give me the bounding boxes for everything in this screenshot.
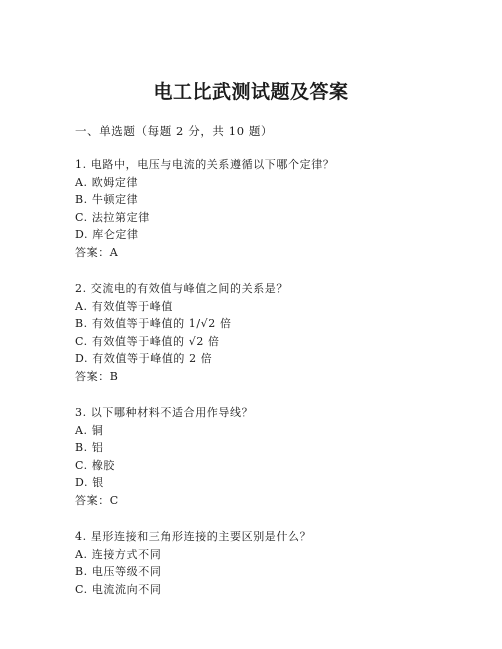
question-text: 3. 以下哪种材料不适合用作导线？: [75, 406, 254, 419]
question-block: [75, 528, 475, 598]
answer-text: 答案：C: [75, 493, 119, 507]
question-block: [75, 404, 475, 509]
option-d: D. 银: [75, 476, 104, 489]
question-text: 4. 星形连接和三角形连接的主要区别是什么？: [75, 530, 312, 543]
option-b: B. 有效值等于峰值的 1/√2 倍: [75, 317, 232, 330]
section-heading: 一、单选题（每题 2 分，共 10 题）: [75, 124, 274, 138]
option-b: B. 铝: [75, 441, 104, 454]
option-a: A. 欧姆定律: [75, 175, 139, 189]
document-title: 电工比武测试题及答案: [153, 81, 349, 103]
question-block: [75, 156, 475, 261]
question-block: [75, 280, 475, 385]
option-c: C. 有效值等于峰值的 √2 倍: [75, 334, 220, 348]
option-d: D. 有效值等于峰值的 2 倍: [75, 352, 213, 365]
question-text: 2. 交流电的有效值与峰值之间的关系是？: [75, 282, 288, 295]
option-b: B. 牛顿定律: [75, 193, 139, 206]
option-a: A. 铜: [75, 423, 104, 437]
option-a: A. 连接方式不同: [75, 547, 162, 561]
question-text: 1. 电路中，电压与电流的关系遵循以下哪个定律？: [75, 158, 335, 171]
option-c: C. 法拉第定律: [75, 210, 150, 224]
option-a: A. 有效值等于峰值: [75, 299, 173, 313]
option-b: B. 电压等级不同: [75, 565, 162, 578]
answer-text: 答案：A: [75, 245, 119, 259]
option-d: D. 库仑定律: [75, 228, 139, 241]
option-c: C. 电流流向不同: [75, 582, 162, 596]
answer-text: 答案：B: [75, 369, 119, 383]
option-c: C. 橡胶: [75, 458, 116, 472]
question-list: [75, 156, 475, 617]
